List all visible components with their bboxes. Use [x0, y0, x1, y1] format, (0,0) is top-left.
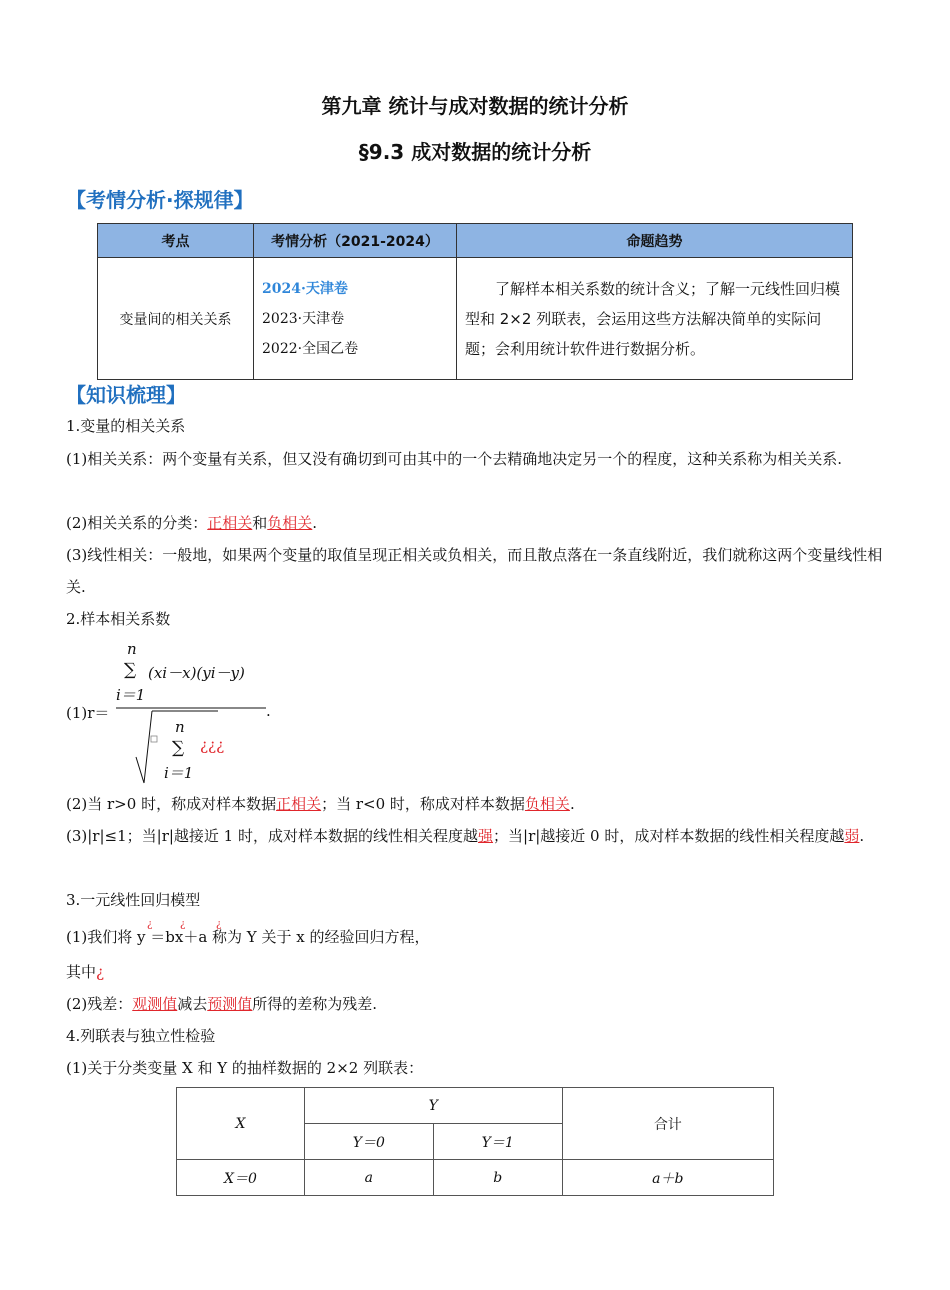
residual-end: 所得的差称为残差. — [252, 995, 378, 1013]
where-text: 其中 — [66, 963, 97, 981]
chapter-title: 第九章 统计与成对数据的统计分析 — [321, 94, 629, 118]
p3-where — [66, 956, 886, 988]
p3-2 — [66, 988, 886, 1020]
table-cell: a＋b — [562, 1160, 773, 1196]
p2-3-text-b: ；当|r|越接近 0 时，成对样本数据的线性相关程度越 — [493, 827, 845, 845]
p1-title: 1.变量的相关关系 — [66, 417, 186, 435]
period: . — [569, 795, 575, 813]
period: . — [312, 514, 318, 532]
and-text: 和 — [252, 514, 268, 532]
table-row — [98, 258, 853, 380]
residual-text: (2)残差： — [66, 995, 133, 1013]
p2-title: 2.样本相关系数 — [66, 610, 171, 628]
positive-correlation: 正相关 — [207, 514, 253, 532]
table-row — [177, 1088, 774, 1124]
strong: 强 — [478, 827, 494, 845]
table-row — [177, 1160, 774, 1196]
positive-correlation-2: 正相关 — [276, 795, 322, 813]
p3-1: (1)我们将 y ＝bx＋a 称为 Y 关于 x 的经验回归方程， — [66, 928, 430, 946]
col-y0-header: Y＝0 — [304, 1124, 433, 1160]
p2-2 — [66, 788, 886, 820]
cell-point: 变量间的相关关系 — [98, 258, 254, 380]
col-x-header: X — [177, 1088, 305, 1160]
correlation-formula — [66, 640, 566, 785]
knowledge-heading: 【知识梳理】 — [66, 383, 186, 407]
table-cell: a — [304, 1160, 433, 1196]
contingency-table — [176, 1087, 774, 1196]
year-2023: 2023·天津卷 — [262, 310, 345, 327]
p2-2-text-b: ；当 r<0 时，称成对样本数据 — [321, 795, 525, 813]
cell-trend: 了解样本相关系数的统计含义；了解一元线性回归模型和 2×2 列联表，会运用这些方法解决简单的实际问题；会利用统计软件进行数据分析。 — [457, 258, 853, 380]
p2-2-text-a: (2)当 r>0 时，称成对样本数据 — [66, 795, 277, 813]
p2-3-text-a: (3)|r|≤1；当|r|越接近 1 时，成对样本数据的线性相关程度越 — [66, 827, 478, 845]
exam-analysis-table — [97, 223, 853, 380]
p2-3 — [66, 820, 886, 852]
predicted-value: 预测值 — [207, 995, 253, 1013]
sum-symbol: ∑ — [124, 660, 137, 680]
year-2022: 2022·全国乙卷 — [262, 340, 359, 357]
header-trend: 命题趋势 — [457, 224, 853, 258]
header-point: 考点 — [98, 224, 254, 258]
formula-end: . — [266, 702, 271, 720]
cell-years — [254, 258, 457, 380]
garbled-text: ¿¿¿ — [200, 736, 225, 754]
p4-1: (1)关于分类变量 X 和 Y 的抽样数据的 2×2 列联表： — [66, 1059, 424, 1077]
table-cell: X＝0 — [177, 1160, 305, 1196]
observed-value: 观测值 — [132, 995, 178, 1013]
table-cell: b — [433, 1160, 562, 1196]
col-y-header: Y — [304, 1088, 562, 1124]
sum-upper-n: n — [127, 640, 137, 658]
numerator: (xi－x)(yi－y) — [148, 664, 245, 682]
sum-lower-index-2: i＝1 — [164, 764, 194, 782]
col-y1-header: Y＝1 — [433, 1124, 562, 1160]
table-header-row — [98, 224, 853, 258]
weak: 弱 — [844, 827, 860, 845]
fraction-sqrt-graphic — [114, 707, 274, 787]
exam-analysis-heading: 【考情分析·探规律】 — [66, 188, 254, 212]
p3-title: 3.一元线性回归模型 — [66, 891, 201, 909]
negative-correlation: 负相关 — [267, 514, 313, 532]
p1-1: (1)相关关系：两个变量有关系，但又没有确切到可由其中的一个去精确地决定另一个的程度，这种关系称为相关关系. — [66, 450, 843, 468]
hat-mark-b: ¿ — [180, 919, 186, 930]
p1-3: (3)线性相关：一般地，如果两个变量的取值呈现正相关或负相关，而且散点落在一条直线附近，我们就称这两个变量线性相关. — [66, 546, 883, 596]
p1-2 — [66, 507, 886, 539]
sum-upper-n-2: n — [175, 718, 185, 736]
minus-text: 减去 — [177, 995, 208, 1013]
sum-lower-index: i＝1 — [116, 686, 146, 704]
p1-2-text: (2)相关关系的分类： — [66, 514, 208, 532]
r-equals: (1)r＝ — [66, 704, 110, 722]
sum-symbol-2: ∑ — [172, 738, 185, 758]
p4-title: 4.列联表与独立性检验 — [66, 1027, 216, 1045]
where-mark: ¿ — [96, 963, 105, 981]
header-analysis: 考情分析（2021-2024） — [254, 224, 457, 258]
hat-mark-y: ¿ — [147, 919, 153, 930]
col-total-header: 合计 — [562, 1088, 773, 1160]
section-title: §9.3 成对数据的统计分析 — [358, 140, 592, 164]
negative-correlation-2: 负相关 — [524, 795, 570, 813]
year-highlight: 2024·天津卷 — [262, 280, 348, 297]
period: . — [859, 827, 865, 845]
hat-mark-a: ¿ — [216, 919, 222, 930]
